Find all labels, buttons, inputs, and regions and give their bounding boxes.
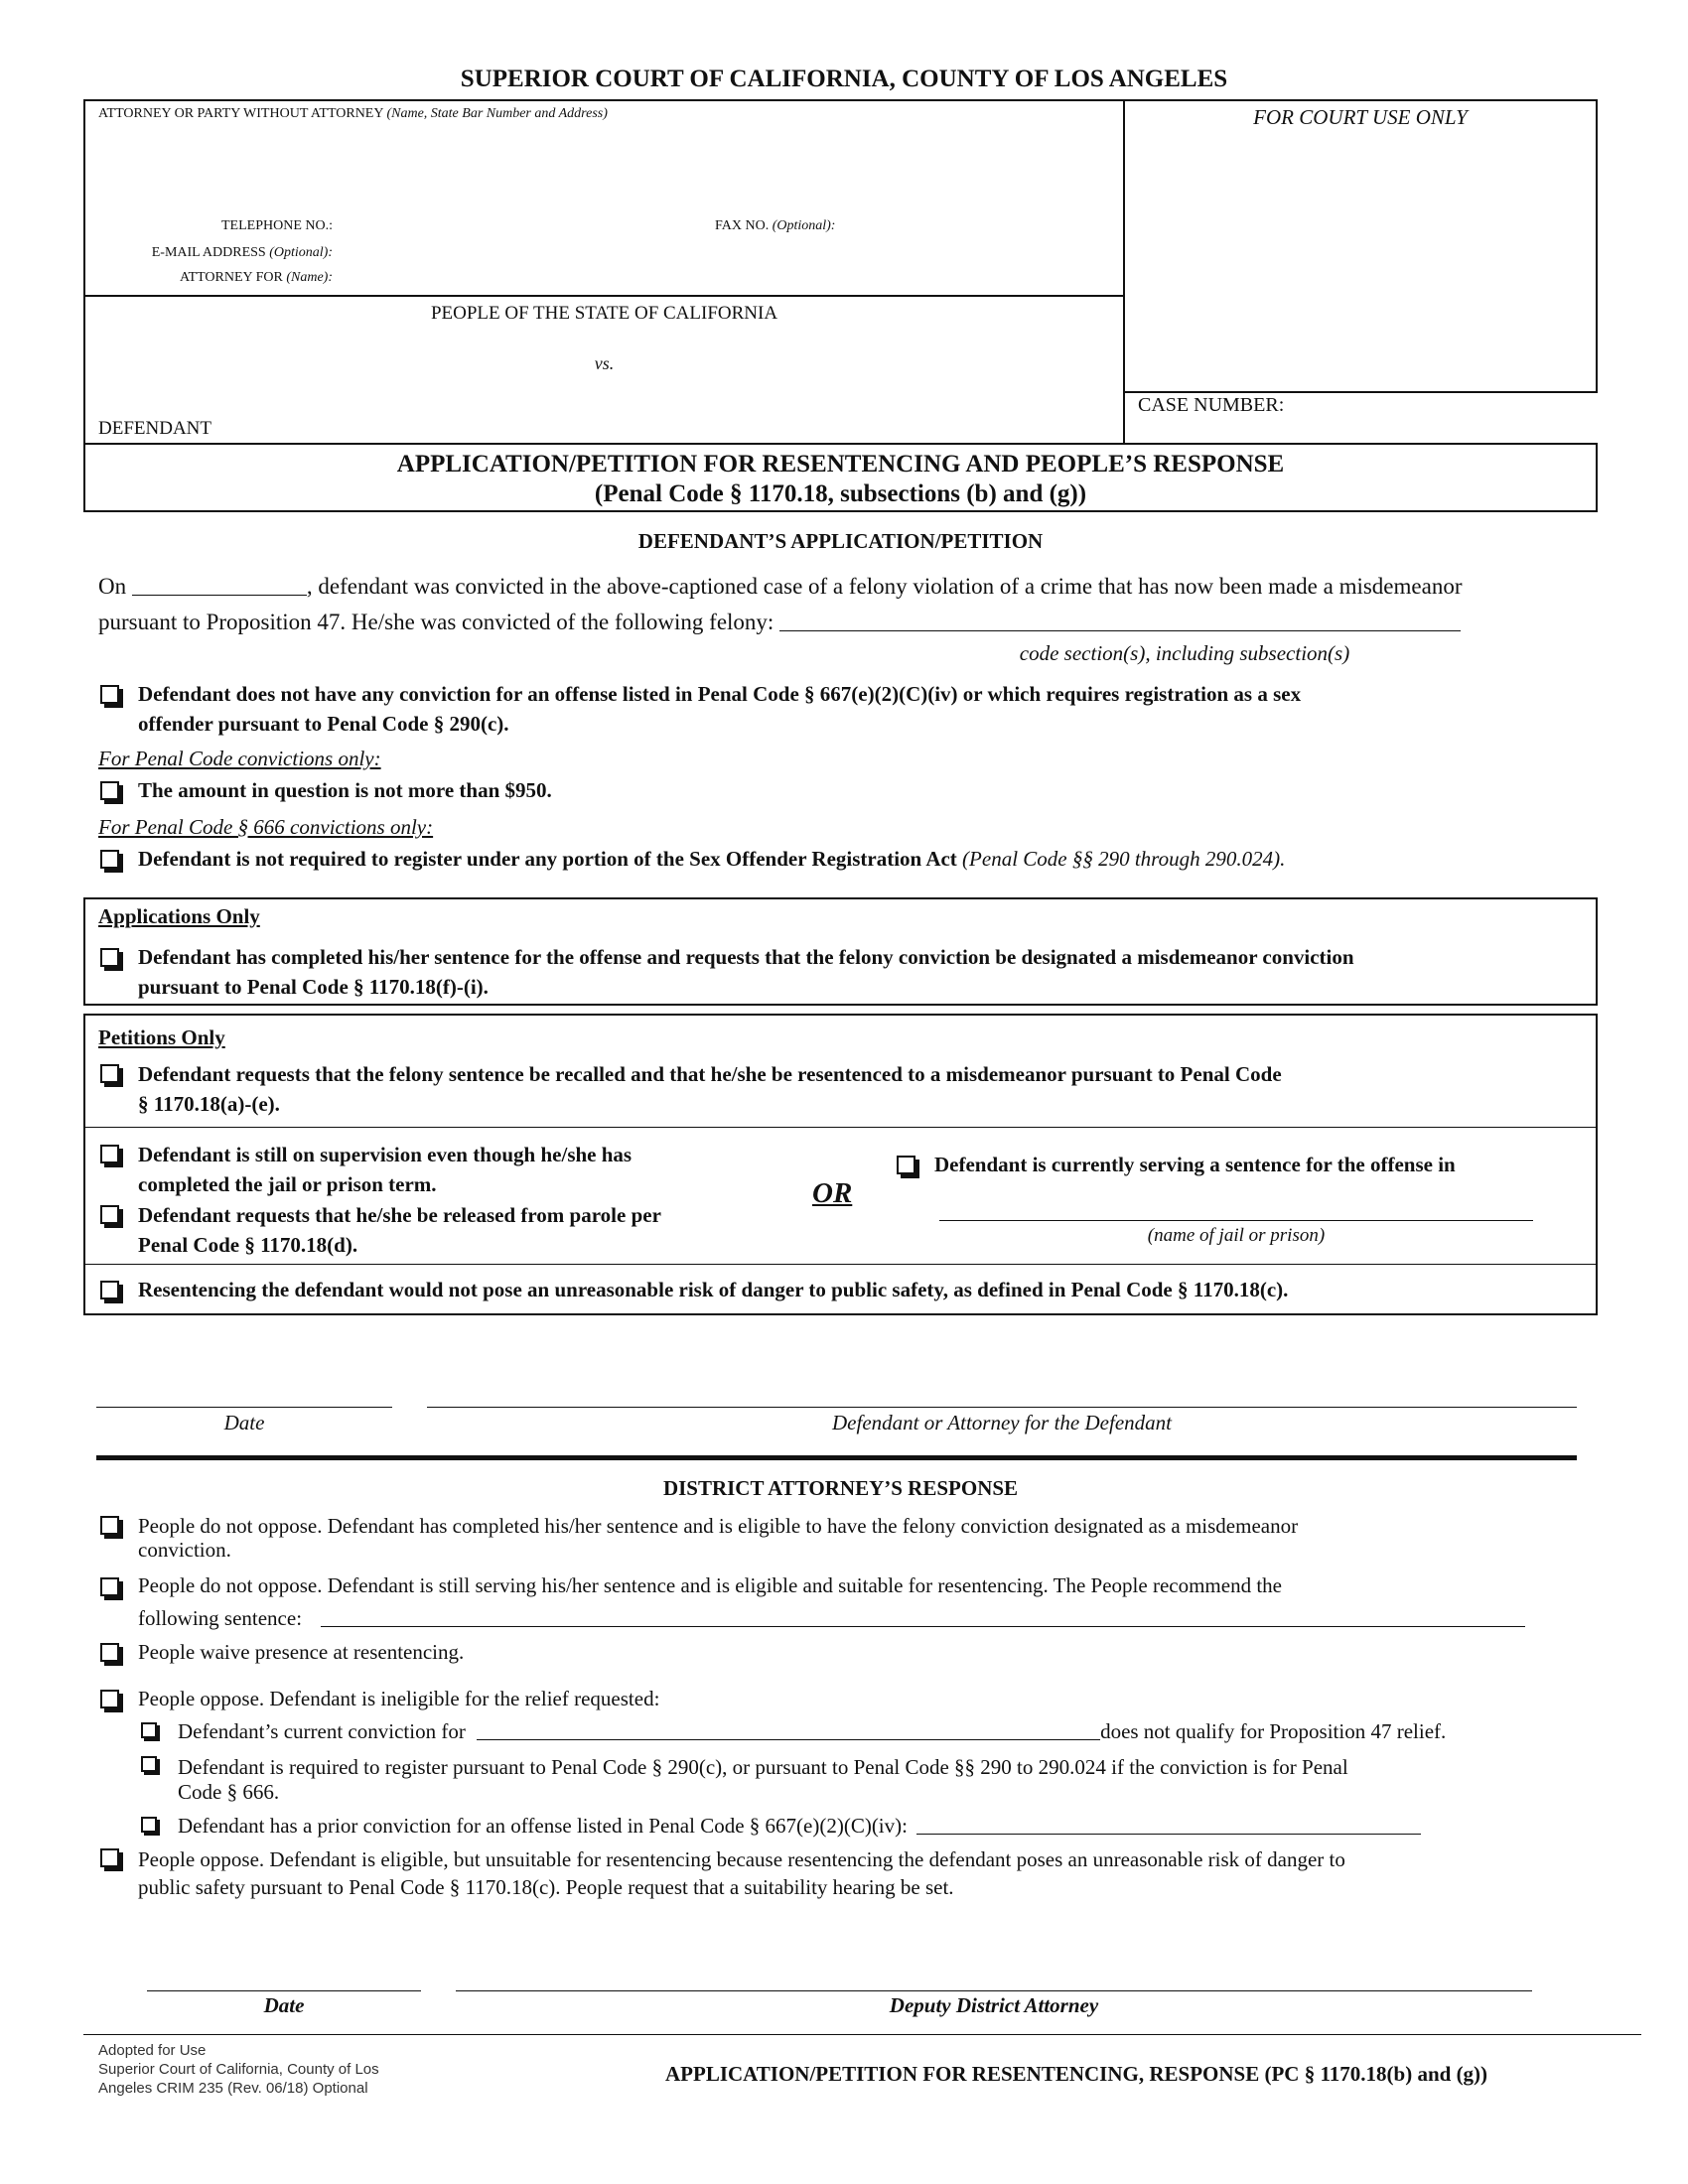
risk-text: Resentencing the defendant would not pose an unreasonable risk of danger to public safety, as defined in Penal Code § 1170.18(c). bbox=[138, 1278, 1289, 1301]
current-conviction-field[interactable] bbox=[477, 1739, 1100, 1740]
no-oppose-completed-checkbox[interactable] bbox=[100, 1516, 119, 1535]
court-use-box bbox=[1123, 99, 1598, 393]
court-title: SUPERIOR COURT OF CALIFORNIA, COUNTY OF LOS ANGELES bbox=[460, 66, 1228, 92]
fax-label: FAX NO. (Optional): bbox=[715, 218, 836, 233]
oppose-ineligible-text: People oppose. Defendant is ineligible for the relief requested: bbox=[138, 1687, 660, 1710]
footer-title: APPLICATION/PETITION FOR RESENTENCING, RESPONSE (PC § 1170.18(b) and (g)) bbox=[665, 2062, 1488, 2086]
intro-line-2: pursuant to Proposition 47. He/she was convicted of the following felony: bbox=[98, 610, 1461, 635]
not-register-checkbox[interactable] bbox=[100, 850, 119, 869]
pc-only-label: For Penal Code convictions only: bbox=[98, 747, 381, 770]
prior-conviction-field[interactable] bbox=[916, 1834, 1421, 1835]
attorney-for-label: ATTORNEY FOR (Name): bbox=[179, 270, 333, 285]
no-oppose-completed-text: People do not oppose. Defendant has completed his/her sentence and is eligible to have the felony conviction designated as a misdemeanor conviction. bbox=[138, 1514, 1299, 1562]
pc666-only-label: For Penal Code § 666 convictions only: bbox=[98, 815, 434, 839]
oppose-unsuitable-checkbox[interactable] bbox=[100, 1848, 119, 1867]
da-signature-line[interactable] bbox=[456, 1990, 1532, 1991]
register-text: Defendant is required to register pursuant to Penal Code § 290(c), or pursuant to Penal Code §§ 290 to 290.024 if the conviction is for Penal Code § 666. bbox=[178, 1755, 1348, 1804]
section-divider bbox=[96, 1455, 1577, 1460]
date-label-2: Date bbox=[263, 1993, 305, 2017]
prior-conviction-line: Defendant has a prior conviction for an offense listed in Penal Code § 667(e)(2)(C)(iv): bbox=[178, 1814, 1421, 1839]
intro-line-1: On , defendant was convicted in the above-captioned case of a felony violation of a crime that has now been made a misdemeanor bbox=[98, 574, 1463, 599]
register-checkbox[interactable] bbox=[141, 1756, 157, 1772]
date-label-1: Date bbox=[223, 1411, 265, 1434]
completed-text: Defendant has completed his/her sentence for the offense and requests that the felony conviction be designated a misdemeanor conviction pursuant to Penal Code § 1170.18(f)-(i). bbox=[138, 945, 1354, 999]
conviction-date-field[interactable] bbox=[132, 595, 307, 596]
da-signer-label: Deputy District Attorney bbox=[889, 1993, 1099, 2017]
recommended-sentence-field[interactable] bbox=[321, 1626, 1525, 1627]
defendant-label: DEFENDANT bbox=[98, 418, 211, 439]
email-label: E-MAIL ADDRESS (Optional): bbox=[151, 245, 333, 260]
no-conviction-checkbox[interactable] bbox=[100, 685, 119, 704]
attorney-label: ATTORNEY OR PARTY WITHOUT ATTORNEY (Name, State Bar Number and Address) bbox=[98, 106, 608, 121]
serving-checkbox[interactable] bbox=[897, 1156, 915, 1174]
form-title: APPLICATION/PETITION FOR RESENTENCING AND PEOPLE’S RESPONSE (Penal Code § 1170.18, subsections (b) and (g)) bbox=[396, 451, 1285, 507]
code-section-note: code section(s), including subsection(s) bbox=[1019, 641, 1350, 665]
amount-checkbox[interactable] bbox=[100, 781, 119, 800]
risk-checkbox[interactable] bbox=[100, 1281, 119, 1299]
oppose-ineligible-checkbox[interactable] bbox=[100, 1690, 119, 1708]
applications-heading: Applications Only bbox=[98, 904, 260, 928]
attorney-box bbox=[83, 99, 1125, 297]
recall-text: Defendant requests that the felony sentence be recalled and that he/she be resentenced to a misdemeanor pursuant to Penal Code § 1170.18(a)-(e). bbox=[138, 1062, 1282, 1116]
vs-label: vs. bbox=[594, 353, 615, 373]
court-use-label: FOR COURT USE ONLY bbox=[1253, 105, 1468, 129]
completed-checkbox[interactable] bbox=[100, 948, 119, 967]
no-oppose-serving-checkbox[interactable] bbox=[100, 1577, 119, 1596]
supervision-checkbox[interactable] bbox=[100, 1145, 119, 1163]
jail-note: (name of jail or prison) bbox=[1147, 1225, 1326, 1246]
petitions-heading: Petitions Only bbox=[98, 1025, 225, 1049]
recall-checkbox[interactable] bbox=[100, 1064, 119, 1083]
current-conviction-line: Defendant’s current conviction for does not qualify for Proposition 47 relief. bbox=[178, 1719, 1447, 1743]
current-conviction-checkbox[interactable] bbox=[141, 1722, 157, 1738]
serving-text: Defendant is currently serving a sentence for the offense in bbox=[934, 1153, 1456, 1176]
defendant-signer-label: Defendant or Attorney for the Defendant bbox=[832, 1411, 1172, 1434]
da-section-heading: DISTRICT ATTORNEY’S RESPONSE bbox=[662, 1476, 1019, 1500]
no-conviction-text: Defendant does not have any conviction for an offense listed in Penal Code § 667(e)(2)(C)(iv) or which requires registration as a sex offender pursuant to Penal Code § 290(c). bbox=[138, 682, 1302, 736]
telephone-label: TELEPHONE NO.: bbox=[221, 218, 333, 233]
parole-text: Defendant requests that he/she be released from parole per Penal Code § 1170.18(d). bbox=[138, 1203, 661, 1257]
supervision-text: Defendant is still on supervision even though he/she has completed the jail or prison term. bbox=[138, 1143, 633, 1196]
jail-name-field[interactable] bbox=[939, 1220, 1533, 1221]
da-date-line[interactable] bbox=[147, 1990, 421, 1991]
case-number-label: CASE NUMBER: bbox=[1138, 394, 1285, 416]
waive-checkbox[interactable] bbox=[100, 1643, 119, 1662]
oppose-unsuitable-text: People oppose. Defendant is eligible, but unsuitable for resentencing because resentencing the defendant poses an unreasonable risk of danger to public safety pursuant to Penal Code § 1170.18(c). People request that a suitability hearing be set. bbox=[138, 1847, 1345, 1899]
defendant-signature-line[interactable] bbox=[427, 1407, 1577, 1408]
defendant-date-line[interactable] bbox=[96, 1407, 392, 1408]
or-label: OR bbox=[812, 1177, 853, 1209]
prior-conviction-checkbox[interactable] bbox=[141, 1817, 157, 1833]
amount-text: The amount in question is not more than $950. bbox=[138, 778, 552, 802]
recommended-sentence-line: following sentence: bbox=[138, 1606, 1525, 1631]
defendant-section-heading: DEFENDANT’S APPLICATION/PETITION bbox=[637, 529, 1044, 553]
no-oppose-serving-text: People do not oppose. Defendant is still serving his/her sentence and is eligible and suitable for resentencing. The People recommend the bbox=[138, 1573, 1282, 1597]
not-register-text: Defendant is not required to register under any portion of the Sex Offender Registration Act (Penal Code §§ 290 through 290.024). bbox=[138, 847, 1286, 871]
people-label: PEOPLE OF THE STATE OF CALIFORNIA bbox=[430, 303, 778, 324]
felony-field[interactable] bbox=[779, 630, 1461, 631]
waive-text: People waive presence at resentencing. bbox=[138, 1640, 465, 1664]
adopted-note: Adopted for Use Superior Court of California, County of Los Angeles CRIM 235 (Rev. 06/18) Optional bbox=[98, 2042, 379, 2097]
parole-checkbox[interactable] bbox=[100, 1205, 119, 1224]
